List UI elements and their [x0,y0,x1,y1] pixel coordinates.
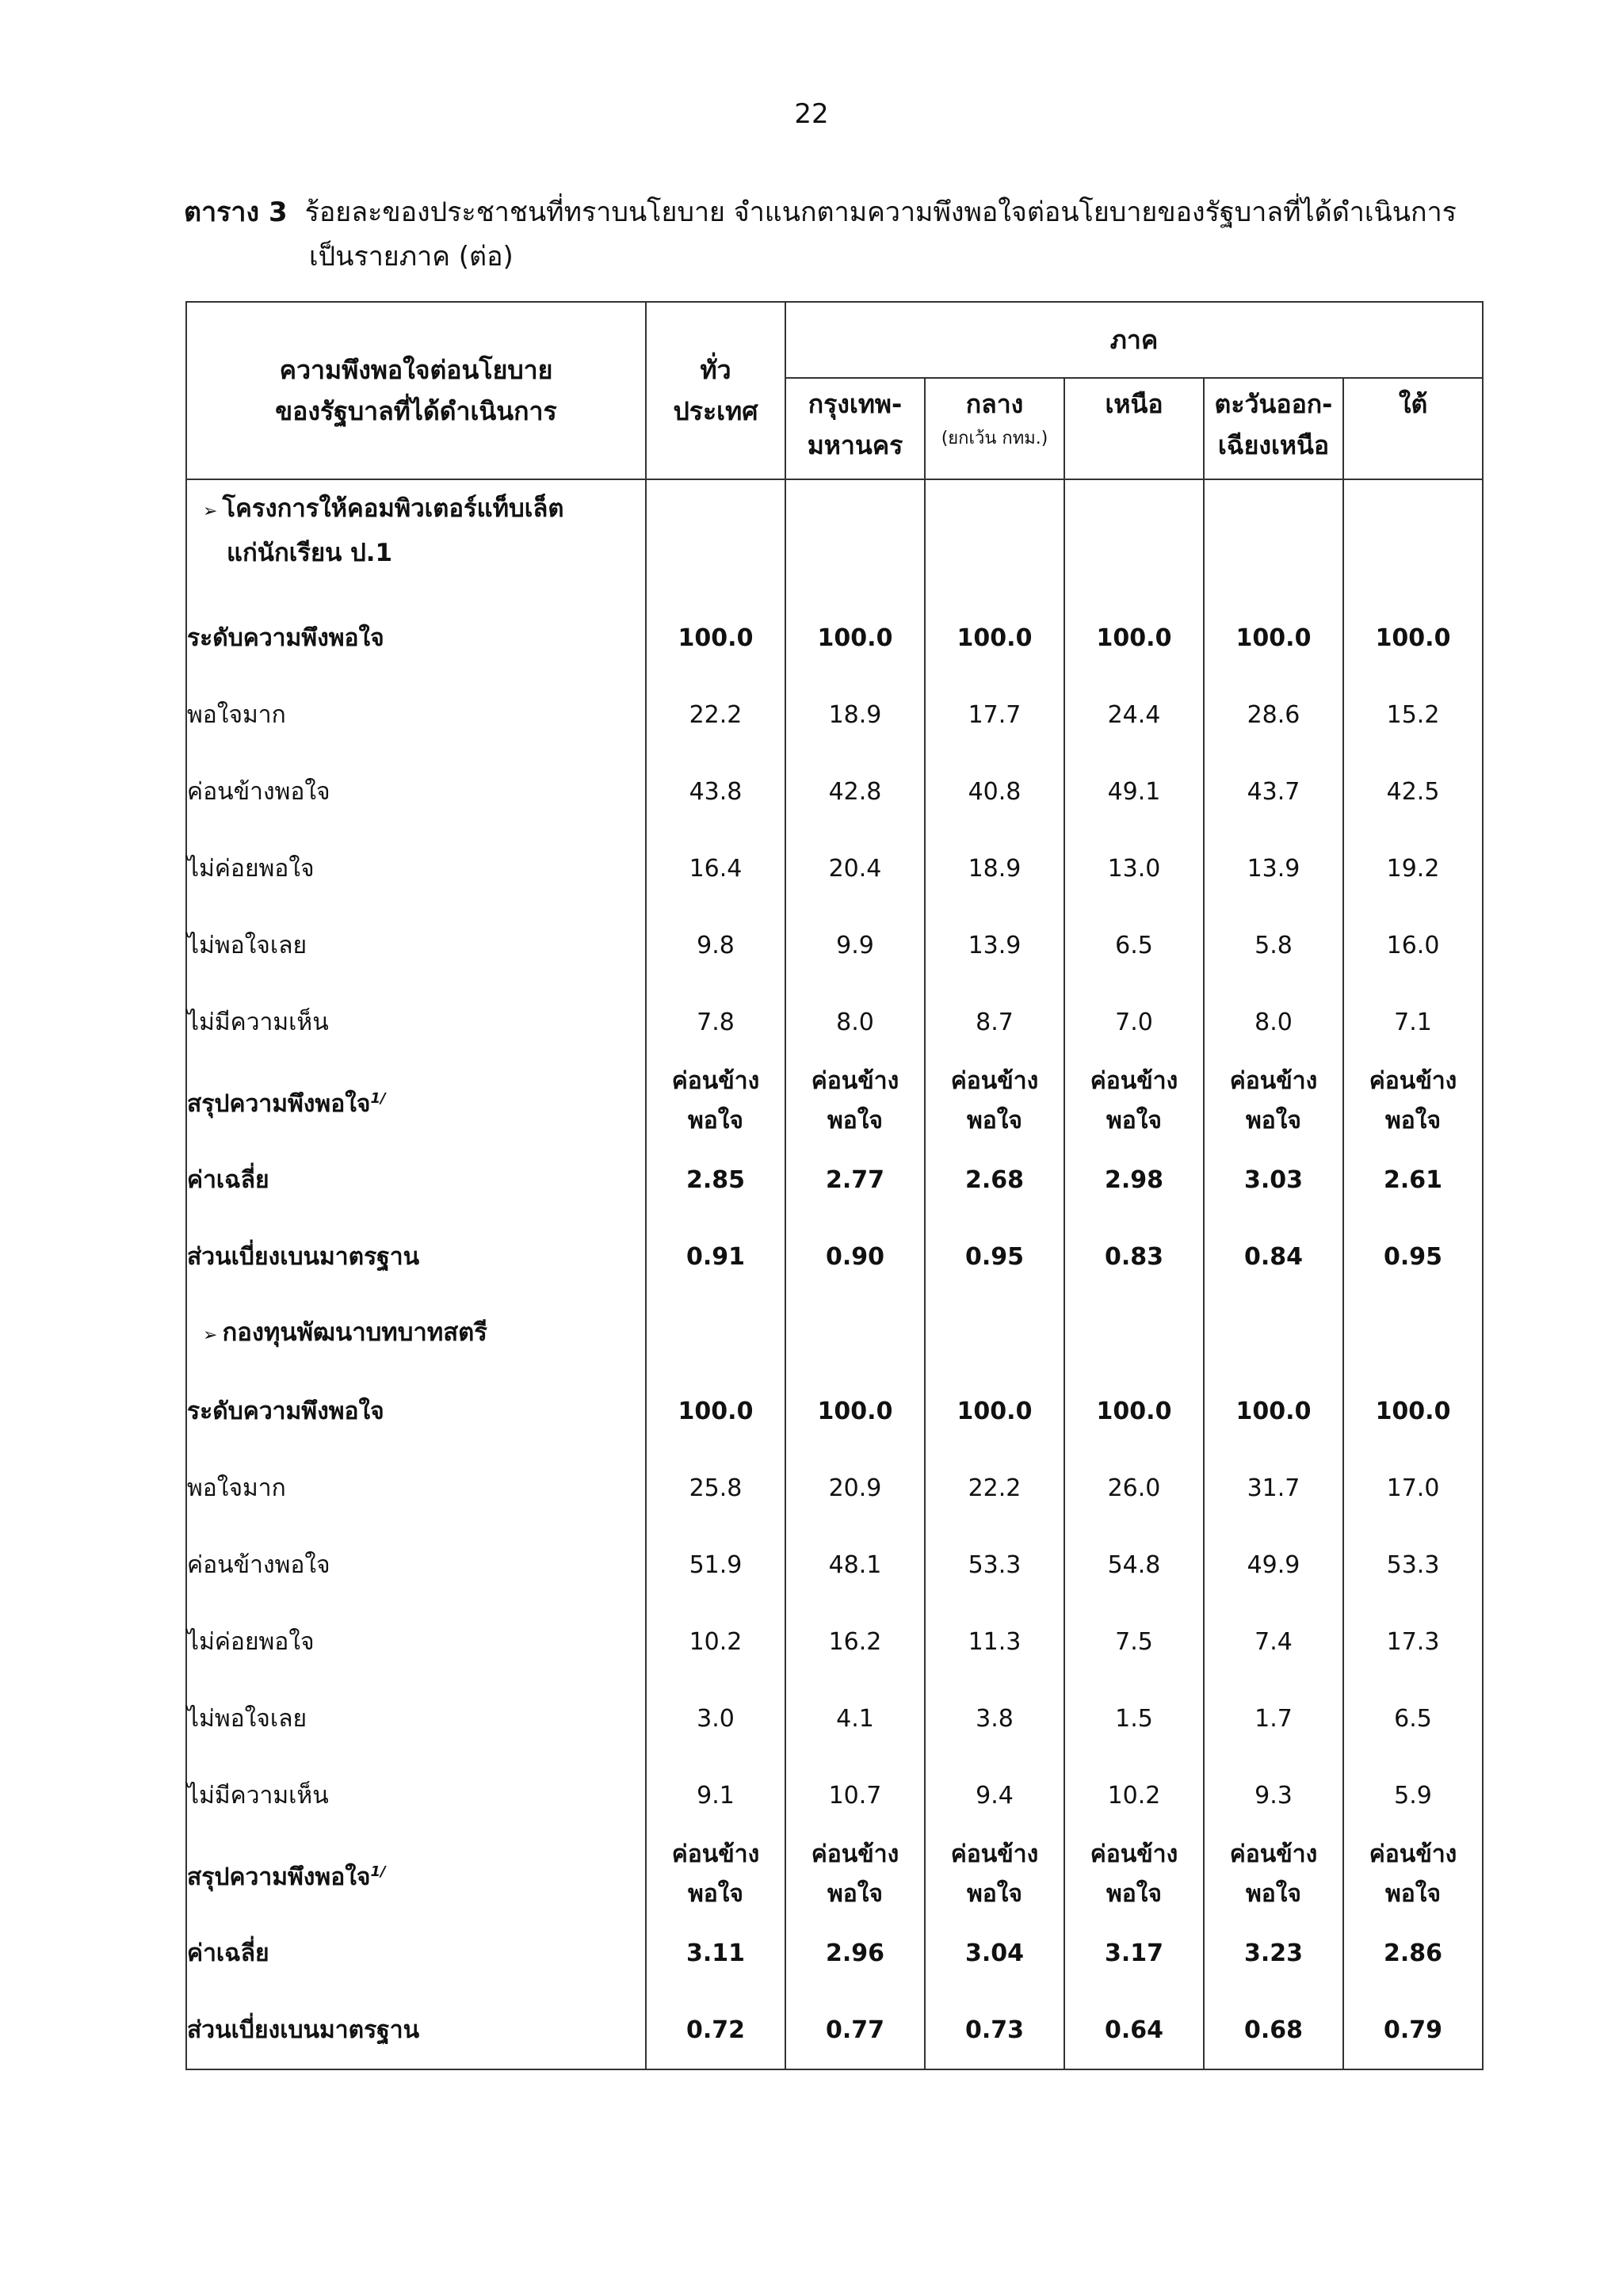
summary-line2: พอใจ [827,1880,884,1908]
header-region-northeast [1204,378,1343,479]
summary-line1: ค่อนข้าง [671,1067,760,1095]
value-cell: 28.6 [1204,677,1343,753]
summary-line2: พอใจ [827,1107,884,1135]
value-cell: 5.8 [1204,907,1343,984]
section-title-line2: แก่นักเรียน ป.1 [227,539,393,567]
value-cell: 3.11 [646,1915,785,1992]
summary-line1: ค่อนข้าง [811,1840,899,1868]
value-cell: 42.8 [785,753,925,830]
value-cell: 22.2 [646,677,785,753]
row-satisfaction-level [186,1372,1483,1450]
value-cell: 100.0 [646,599,785,677]
value-cell: 8.7 [925,984,1064,1061]
value-cell: 3.0 [646,1680,785,1757]
value-cell: 53.3 [925,1527,1064,1604]
header-region-north [1064,378,1204,479]
empty-cell [925,1295,1064,1372]
header-region-line1: เหนือ [1105,389,1163,419]
empty-cell [1064,479,1204,599]
row-satisfaction-summary [186,1061,1483,1142]
empty-cell [1343,1295,1483,1372]
value-cell: 4.1 [785,1680,925,1757]
value-cell [1204,1061,1343,1142]
row-label-text: ค่อนข้างพอใจ [187,1551,330,1579]
value-cell: 10.7 [785,1757,925,1834]
row-label [186,1450,646,1527]
row-label-text: พอใจมาก [187,1474,286,1502]
value-cell: 0.64 [1064,1992,1204,2069]
value-cell: 2.86 [1343,1915,1483,1992]
row-label [186,1834,646,1915]
caption-line2: เป็นรายภาค (ต่อ) [309,241,514,273]
row-standard-deviation [186,1992,1483,2069]
value-cell: 2.85 [646,1142,785,1219]
value-cell: 8.0 [1204,984,1343,1061]
section-header-row [186,1295,1483,1372]
value-cell: 10.2 [646,1604,785,1680]
value-cell: 48.1 [785,1527,925,1604]
value-cell: 0.79 [1343,1992,1483,2069]
value-cell: 0.68 [1204,1992,1343,2069]
header-region-note: (ยกเว้น กทม.) [941,429,1048,448]
summary-line1: ค่อนข้าง [1369,1840,1457,1868]
row-label [186,1680,646,1757]
empty-cell [646,479,785,599]
value-cell: 100.0 [1204,599,1343,677]
header-col1-line1: ความพึงพอใจต่อนโยบาย [279,355,553,385]
header-national [646,302,785,479]
summary-line2: พอใจ [1385,1880,1442,1908]
row-label-text: สรุปความพึงพอใจ [187,1863,371,1891]
summary-line2: พอใจ [1245,1880,1302,1908]
value-cell [1064,1834,1204,1915]
value-cell: 100.0 [785,599,925,677]
arrow-bullet-icon: ➢ [203,1325,218,1345]
value-cell [785,1834,925,1915]
value-cell [785,1061,925,1142]
value-cell: 0.72 [646,1992,785,2069]
value-cell: 24.4 [1064,677,1204,753]
row-label [186,1915,646,1992]
row-satisfaction-level [186,599,1483,677]
value-cell: 7.0 [1064,984,1204,1061]
row-label-text: ส่วนเบี่ยงเบนมาตรฐาน [187,2016,420,2044]
section-title [186,1295,646,1372]
value-cell [1064,1061,1204,1142]
value-cell: 7.1 [1343,984,1483,1061]
section-title-text [187,1312,645,1356]
header-region-south [1343,378,1483,479]
header-region-line1: กลาง [965,389,1024,419]
value-cell: 16.0 [1343,907,1483,984]
row-label [186,1992,646,2069]
row-label [186,830,646,907]
value-cell: 54.8 [1064,1527,1204,1604]
summary-line1: ค่อนข้าง [1229,1067,1318,1095]
row-label [186,1604,646,1680]
value-cell [646,1834,785,1915]
arrow-bullet-icon: ➢ [203,502,218,521]
value-cell: 13.0 [1064,830,1204,907]
value-cell: 2.61 [1343,1142,1483,1219]
value-cell: 15.2 [1343,677,1483,753]
summary-line1: ค่อนข้าง [811,1067,899,1095]
summary-line2: พอใจ [1106,1107,1163,1135]
footnote-marker: 1/ [370,1089,386,1107]
value-cell: 43.8 [646,753,785,830]
value-cell: 3.8 [925,1680,1064,1757]
empty-cell [785,479,925,599]
value-cell: 19.2 [1343,830,1483,907]
section-title-line1: กองทุนพัฒนาบทบาทสตรี [222,1318,487,1347]
value-cell [1343,1834,1483,1915]
page-number: 22 [794,98,829,130]
row-mean [186,1915,1483,1992]
header-national-line1: ทั่ว [700,355,731,385]
empty-cell [785,1295,925,1372]
row-label-text: ไม่มีความเห็น [187,1009,329,1036]
header-region-bangkok [785,378,925,479]
row-not-satisfied-at-all [186,907,1483,984]
value-cell: 40.8 [925,753,1064,830]
value-cell: 42.5 [1343,753,1483,830]
value-cell: 100.0 [1343,599,1483,677]
value-cell: 49.1 [1064,753,1204,830]
value-cell: 7.5 [1064,1604,1204,1680]
value-cell: 2.98 [1064,1142,1204,1219]
value-cell: 16.2 [785,1604,925,1680]
summary-line2: พอใจ [966,1107,1023,1135]
value-cell: 49.9 [1204,1527,1343,1604]
summary-line2: พอใจ [1385,1107,1442,1135]
summary-line1: ค่อนข้าง [1229,1840,1318,1868]
value-cell: 0.91 [646,1219,785,1295]
value-cell: 31.7 [1204,1450,1343,1527]
row-not-very-satisfied [186,830,1483,907]
value-cell [925,1061,1064,1142]
row-label [186,907,646,984]
value-cell: 25.8 [646,1450,785,1527]
row-label [186,1527,646,1604]
value-cell: 100.0 [1064,1372,1204,1450]
value-cell: 17.0 [1343,1450,1483,1527]
caption-line1: ร้อยละของประชาชนที่ทราบนโยบาย จำแนกตามความพึงพอใจต่อนโยบายของรัฐบาลที่ได้ดำเนินการ [304,196,1457,228]
value-cell: 9.4 [925,1757,1064,1834]
value-cell: 18.9 [785,677,925,753]
value-cell: 17.7 [925,677,1064,753]
row-label [186,1757,646,1834]
row-not-very-satisfied [186,1604,1483,1680]
section-title-text [187,488,645,574]
footnote-marker: 1/ [370,1863,386,1880]
value-cell: 7.4 [1204,1604,1343,1680]
value-cell: 3.17 [1064,1915,1204,1992]
summary-line1: ค่อนข้าง [1090,1840,1178,1868]
value-cell: 100.0 [925,599,1064,677]
value-cell: 9.8 [646,907,785,984]
value-cell: 17.3 [1343,1604,1483,1680]
value-cell: 13.9 [925,907,1064,984]
value-cell: 18.9 [925,830,1064,907]
value-cell [1204,1834,1343,1915]
value-cell: 0.73 [925,1992,1064,2069]
value-cell: 11.3 [925,1604,1064,1680]
row-no-opinion [186,1757,1483,1834]
row-fairly-satisfied [186,1527,1483,1604]
value-cell: 100.0 [646,1372,785,1450]
header-region-group: ภาค [785,302,1483,378]
section-header-row [186,479,1483,599]
header-region-line2: เฉียงเหนือ [1217,430,1330,460]
row-label-text: ค่าเฉลี่ย [187,1939,269,1967]
row-very-satisfied [186,677,1483,753]
row-label-text: ไม่มีความเห็น [187,1782,329,1810]
row-label-text: ค่าเฉลี่ย [187,1166,269,1194]
row-not-satisfied-at-all [186,1680,1483,1757]
empty-cell [925,479,1064,599]
row-label [186,1142,646,1219]
header-col1-line2: ของรัฐบาลที่ได้ดำเนินการ [275,396,557,426]
header-region-central [925,378,1064,479]
value-cell [925,1834,1064,1915]
row-standard-deviation [186,1219,1483,1295]
row-label-text: ไม่ค่อยพอใจ [187,1628,315,1656]
row-fairly-satisfied [186,753,1483,830]
empty-cell [1343,479,1483,599]
value-cell: 20.9 [785,1450,925,1527]
empty-cell [1064,1295,1204,1372]
table-caption [184,190,1484,279]
summary-line1: ค่อนข้าง [1090,1067,1178,1095]
row-label-text: ไม่พอใจเลย [187,932,307,959]
caption-label: ตาราง 3 [184,196,288,228]
row-label [186,753,646,830]
value-cell: 0.90 [785,1219,925,1295]
value-cell: 0.77 [785,1992,925,2069]
empty-cell [1204,1295,1343,1372]
summary-line2: พอใจ [687,1107,744,1135]
row-label-text: ไม่ค่อยพอใจ [187,855,315,883]
table-body [186,479,1483,2069]
row-label-text: ส่วนเบี่ยงเบนมาตรฐาน [187,1243,420,1271]
value-cell: 5.9 [1343,1757,1483,1834]
row-label [186,984,646,1061]
section-title-line1: โครงการให้คอมพิวเตอร์แท็บเล็ต [222,494,564,523]
header-national-line2: ประเทศ [673,396,758,426]
summary-line1: ค่อนข้าง [950,1067,1039,1095]
table-header [186,302,1483,479]
row-label-text: ระดับความพึงพอใจ [187,624,384,652]
row-label [186,1061,646,1142]
header-region-line1: ใต้ [1398,389,1428,419]
value-cell: 1.7 [1204,1680,1343,1757]
value-cell: 10.2 [1064,1757,1204,1834]
empty-cell [646,1295,785,1372]
row-label [186,1219,646,1295]
value-cell: 100.0 [925,1372,1064,1450]
value-cell: 2.77 [785,1142,925,1219]
header-region-line1: กรุงเทพ- [808,389,903,419]
row-label-text: ระดับความพึงพอใจ [187,1397,384,1425]
value-cell: 6.5 [1064,907,1204,984]
value-cell: 9.1 [646,1757,785,1834]
value-cell: 6.5 [1343,1680,1483,1757]
summary-line1: ค่อนข้าง [1369,1067,1457,1095]
row-label-text: ค่อนข้างพอใจ [187,778,330,806]
value-cell: 2.96 [785,1915,925,1992]
row-label-text: ไม่พอใจเลย [187,1705,307,1733]
value-cell: 0.84 [1204,1219,1343,1295]
header-region-line2: มหานคร [807,430,903,460]
value-cell: 3.04 [925,1915,1064,1992]
value-cell: 0.95 [925,1219,1064,1295]
value-cell: 20.4 [785,830,925,907]
value-cell: 0.95 [1343,1219,1483,1295]
value-cell: 7.8 [646,984,785,1061]
row-label [186,677,646,753]
satisfaction-table [185,301,1484,2070]
summary-line2: พอใจ [1245,1107,1302,1135]
value-cell: 51.9 [646,1527,785,1604]
value-cell: 0.83 [1064,1219,1204,1295]
row-mean [186,1142,1483,1219]
row-very-satisfied [186,1450,1483,1527]
empty-cell [1204,479,1343,599]
summary-line2: พอใจ [687,1880,744,1908]
row-label-text: สรุปความพึงพอใจ [187,1089,371,1118]
row-label [186,1372,646,1450]
summary-line2: พอใจ [966,1880,1023,1908]
value-cell: 53.3 [1343,1527,1483,1604]
value-cell: 2.68 [925,1142,1064,1219]
summary-line2: พอใจ [1106,1880,1163,1908]
summary-line1: ค่อนข้าง [950,1840,1039,1868]
value-cell: 43.7 [1204,753,1343,830]
value-cell: 3.23 [1204,1915,1343,1992]
value-cell [646,1061,785,1142]
header-policy-satisfaction [186,302,646,479]
value-cell: 16.4 [646,830,785,907]
value-cell: 26.0 [1064,1450,1204,1527]
row-satisfaction-summary [186,1834,1483,1915]
row-label [186,599,646,677]
value-cell: 13.9 [1204,830,1343,907]
value-cell: 8.0 [785,984,925,1061]
value-cell: 1.5 [1064,1680,1204,1757]
header-region-line1: ตะวันออก- [1214,389,1333,419]
value-cell: 9.9 [785,907,925,984]
row-label-text: พอใจมาก [187,701,286,729]
summary-line1: ค่อนข้าง [671,1840,760,1868]
value-cell: 100.0 [1204,1372,1343,1450]
value-cell: 9.3 [1204,1757,1343,1834]
section-title [186,479,646,599]
value-cell: 100.0 [1343,1372,1483,1450]
value-cell: 3.03 [1204,1142,1343,1219]
value-cell: 100.0 [785,1372,925,1450]
row-no-opinion [186,984,1483,1061]
value-cell: 22.2 [925,1450,1064,1527]
value-cell: 100.0 [1064,599,1204,677]
value-cell [1343,1061,1483,1142]
